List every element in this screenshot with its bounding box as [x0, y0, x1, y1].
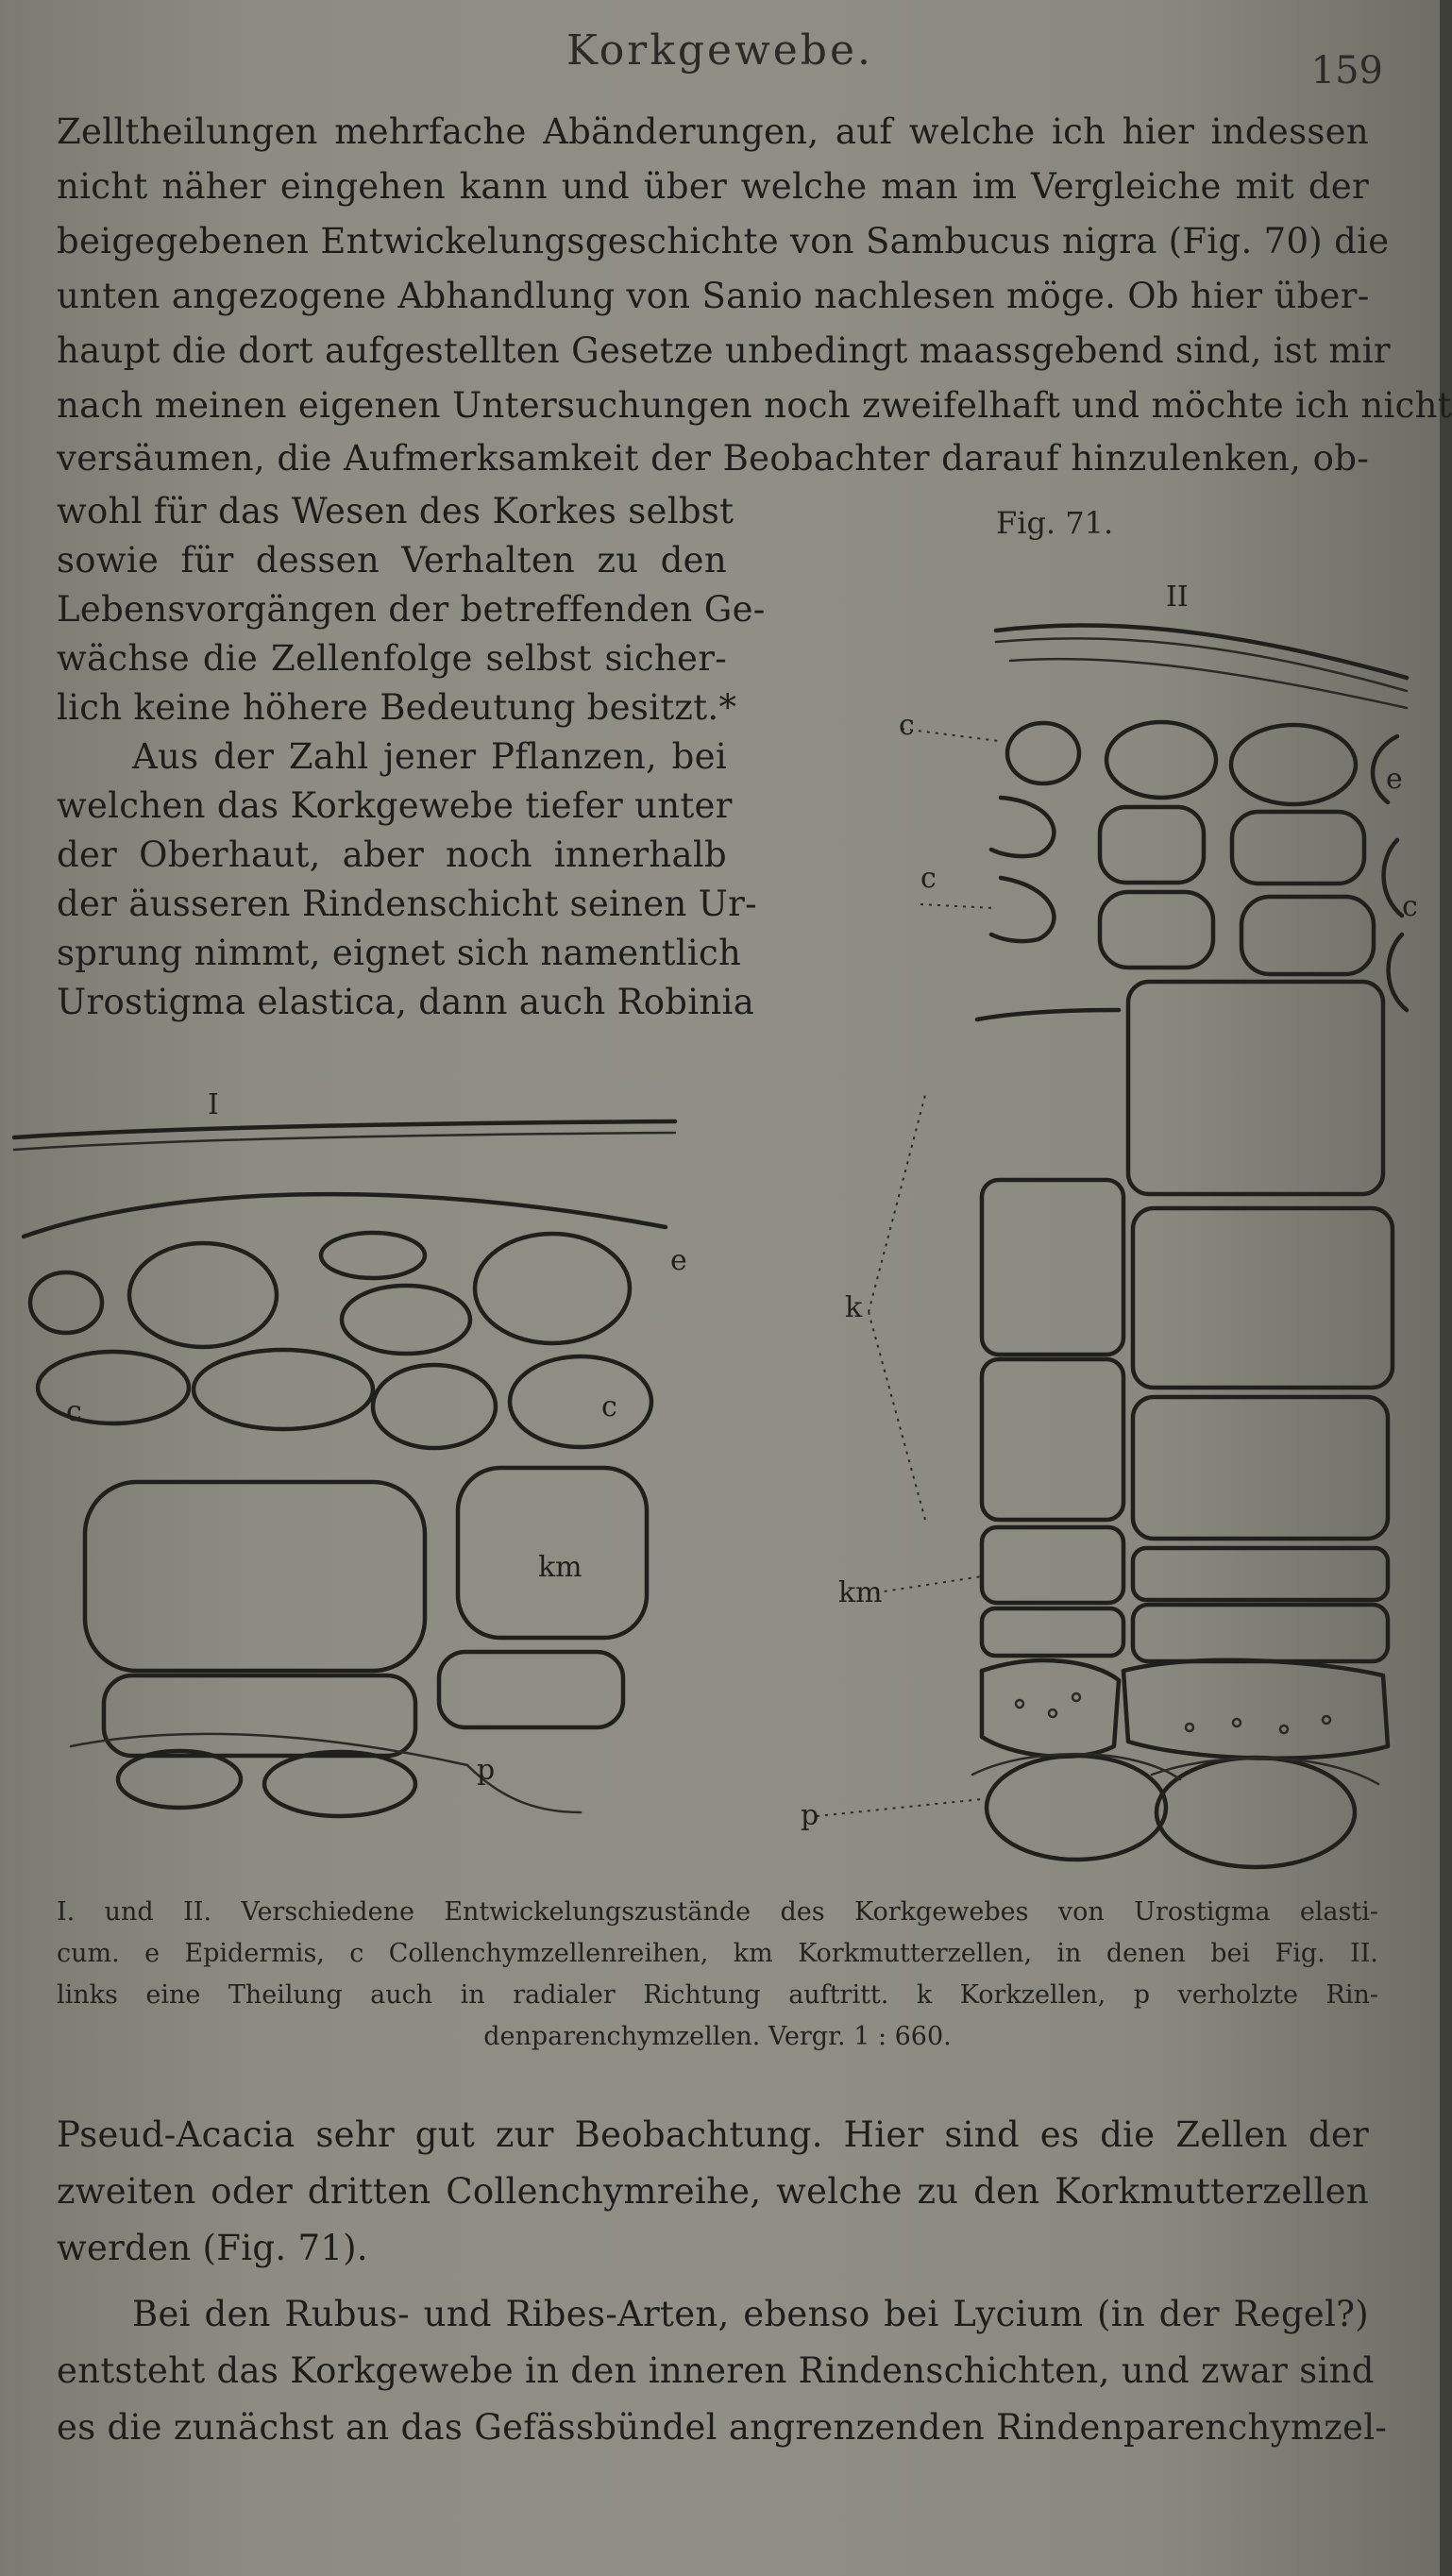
tag-c: c — [66, 1395, 82, 1428]
text-line: lich keine höhere Bedeutung besitzt.* — [57, 687, 737, 728]
text-line: sowie für dessen Verhalten zu den — [57, 540, 727, 581]
tag-p: p — [477, 1754, 496, 1787]
figure-caption-line: links eine Theilung auch in radialer Richtung auftritt. k Korkzellen, p verholzte Rin- — [57, 1980, 1378, 2010]
panel-one-label: I — [208, 1088, 219, 1121]
text-line: nicht näher eingehen kann und über welche man im Vergleiche mit der — [57, 166, 1369, 207]
text-line: unten angezogene Abhandlung von Sanio nachlesen möge. Ob hier über- — [57, 276, 1370, 316]
panel-two-label: II — [1166, 581, 1189, 614]
tag-km: km — [838, 1576, 883, 1609]
text-line: sprung nimmt, eignet sich namentlich — [57, 933, 742, 973]
tag-e: e — [1386, 763, 1403, 796]
text-line: Aus der Zahl jener Pflanzen, bei — [132, 736, 727, 777]
tag-p: p — [801, 1799, 819, 1832]
tag-c: c — [601, 1390, 617, 1423]
text-line: nach meinen eigenen Untersuchungen noch zweifelhaft und möchte ich nicht — [57, 385, 1452, 426]
text-line: Urostigma elastica, dann auch Robinia — [57, 982, 755, 1022]
text-line: wächse die Zellenfolge selbst sicher- — [57, 638, 727, 679]
text-line: werden (Fig. 71). — [57, 2228, 368, 2268]
text-line: entsteht das Korkgewebe in den inneren Rindenschichten, und zwar sind — [57, 2350, 1375, 2391]
text-line: zweiten oder dritten Collenchymreihe, welche zu den Korkmutterzellen — [57, 2171, 1369, 2212]
tag-k: k — [845, 1291, 863, 1324]
text-line: Zelltheilungen mehrfache Abänderungen, auf welche ich hier indessen — [57, 111, 1369, 152]
figure-label: Fig. 71. — [996, 505, 1114, 541]
figure-one-cell-drawing — [14, 1086, 694, 1822]
text-line: Pseud-Acacia sehr gut zur Beobachtung. Hier sind es die Zellen der — [57, 2114, 1369, 2155]
text-line: wohl für das Wesen des Korkes selbst — [57, 491, 734, 531]
figure-caption-line: cum. e Epidermis, c Collenchymzellenreihen, km Korkmutterzellen, in denen bei Fig. II. — [57, 1939, 1378, 1968]
tag-km: km — [538, 1551, 582, 1584]
text-line: es die zunächst an das Gefässbündel angrenzenden Rindenparenchymzel- — [57, 2407, 1388, 2448]
text-line: Lebensvorgängen der betreffenden Ge- — [57, 589, 766, 630]
tag-e: e — [670, 1244, 687, 1277]
text-line: Bei den Rubus- und Ribes-Arten, ebenso bei Lycium (in der Regel?) — [132, 2294, 1369, 2334]
text-line: der äusseren Rindenschicht seinen Ur- — [57, 884, 757, 924]
figure-two-cell-drawing — [793, 566, 1416, 1869]
running-head: Korkgewebe. — [566, 26, 873, 75]
text-line: versäumen, die Aufmerksamkeit der Beobachter darauf hinzulenken, ob- — [57, 438, 1369, 479]
page-number: 159 — [1310, 49, 1383, 93]
text-line: haupt die dort aufgestellten Gesetze unbedingt maassgebend sind, ist mir — [57, 330, 1391, 371]
text-line: welchen das Korkgewebe tiefer unter — [57, 785, 733, 826]
tag-c: c — [920, 862, 937, 895]
figure-caption-line: I. und II. Verschiedene Entwickelungszustände des Korkgewebes von Urostigma elasti- — [57, 1897, 1378, 1927]
figure-caption-line: denparenchymzellen. Vergr. 1 : 660. — [483, 2022, 952, 2051]
text-line: beigegebenen Entwickelungsgeschichte von Sambucus nigra (Fig. 70) die — [57, 221, 1390, 261]
tag-c: c — [899, 709, 915, 742]
tag-c: c — [1402, 890, 1418, 923]
text-line: der Oberhaut, aber noch innerhalb — [57, 834, 727, 875]
